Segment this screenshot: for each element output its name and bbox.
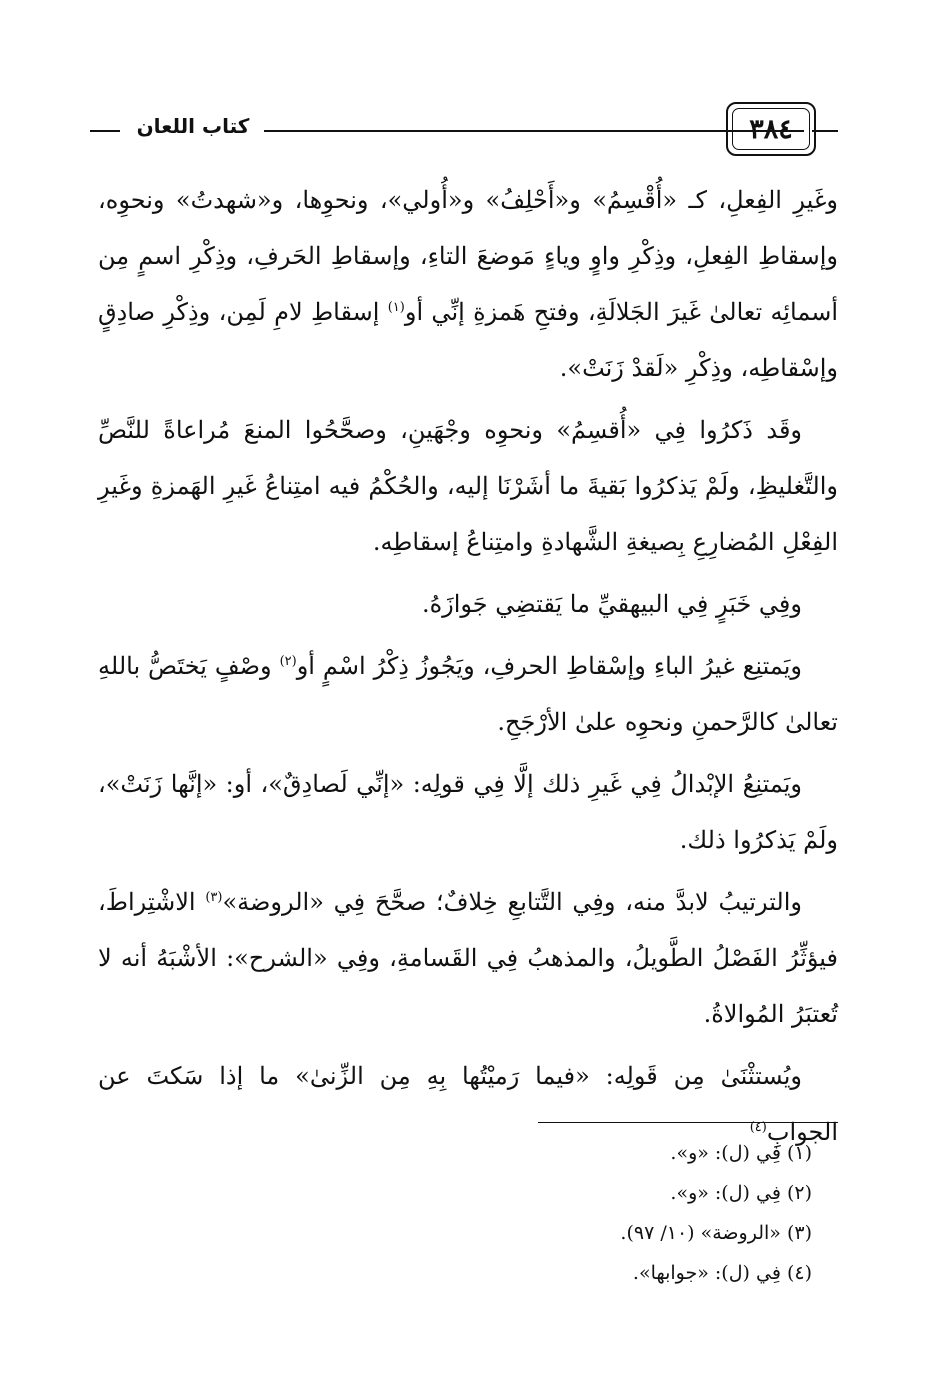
paragraph-text: وفِي خَبَرٍ فِي البيهقيِّ ما يَقتضِي جَوازَهُ. — [421, 590, 802, 618]
footnotes — [212, 1134, 812, 1294]
footnote-marker: (٣) — [205, 890, 223, 905]
paragraph-text: ويُستثْنَىٰ مِن قَولِه: «فيما رَميْتُها بِهِ مِن الزِّنىٰ» ما إذا سَكتَ عن الجوابِ — [98, 1062, 838, 1146]
header-rule-middle — [264, 130, 804, 132]
paragraph-text: والترتيبُ لابدَّ منه، وفِي التَّتابعِ خِلافٌ؛ صحَّحَ فِي «الروضة» — [222, 888, 803, 916]
paragraph-text: الاشْتِراطَ، فيؤثِّرُ الفَصْلُ الطَّويلُ، والمذهبُ فِي القَسامةِ، وفِي «الشرح»: الأشْبَهُ أنه لا تُعتبَرُ المُوالاةُ. — [98, 888, 838, 1028]
paragraph — [98, 756, 838, 868]
footnote: (٤) فِي (ل): «جوابها». — [632, 1262, 812, 1284]
footnote: (٢) فِي (ل): «و». — [670, 1182, 812, 1204]
page-number-frame — [726, 102, 816, 156]
footnote: (٣) «الروضة» (١٠/ ٩٧). — [620, 1222, 812, 1244]
paragraph-text: ويَمتنِع غيرُ الباءِ وإسْقاطِ الحرفِ، ويَجُوزُ ذِكْرُ اسْمٍ أو — [296, 652, 802, 680]
header-rule-left — [90, 130, 120, 132]
footnote: (١) فِي (ل): «و». — [670, 1142, 812, 1164]
footnote-marker: (٢) — [279, 654, 297, 669]
paragraph-text: ويَمتنِعُ الإبْدالُ فِي غَيرِ ذلك إلَّا فِي قولِه: «إنِّي لَصادِقٌ»، أو: «إنَّها زَنَتْ»، ولَمْ يَذكرُوا ذلك. — [98, 770, 838, 854]
main-text — [98, 172, 838, 1166]
paragraph — [98, 874, 838, 1042]
header-rule-right — [812, 130, 838, 132]
paragraph — [98, 576, 838, 632]
footnote-separator — [538, 1122, 838, 1123]
paragraph-text: إسقاطِ لامِ لَمِن، وذِكْرِ صادِقٍ وإسْقاطِه، وذِكْرِ «لَقدْ زَنَتْ». — [98, 298, 838, 382]
paragraph-text: وغَيرِ الفِعلِ، كـ «أُقْسِمُ» و«أَحْلِفُ» و«أُولي»، ونحوِها، و«شهدتُ» ونحوِه، وإسقاطِ الفِعلِ، وذِكْرِ واوٍ وياءٍ مَوضعَ التاءِ، وإسقاطِ الحَرفِ، وذِكْرِ اسمٍ مِن أسمائِه تعالىٰ غَيرَ الجَلالَةِ، وفتحِ هَمزةِ إنِّي أو — [98, 186, 838, 326]
footnote-marker: (١) — [387, 300, 405, 315]
running-title: كتاب اللعان — [136, 114, 250, 138]
paragraph — [98, 172, 838, 396]
page-header — [90, 100, 838, 164]
page-number: ٣٨٤ — [732, 108, 810, 150]
paragraph-text: وقَد ذَكرُوا فِي «أُقسِمُ» ونحوِه وجْهَينِ، وصحَّحُوا المنعَ مُراعاةً للنَّصِّ والتَّغليظِ، ولَمْ يَذكرُوا بَقيةَ ما أشَرْنَا إليه، والحُكْمُ فيه امتِناعُ غَيرِ الهَمزةِ وغَيرِ الفِعْلِ المُضارِعِ بِصيغةِ الشَّهادةِ وامتِناعُ إسقاطِه. — [98, 416, 838, 556]
paragraph-text: وصْفٍ يَختَصُّ باللهِ تعالىٰ كالرَّحمنِ ونحوِه علىٰ الأرْجَحِ. — [98, 652, 838, 736]
footnote-marker: (٤) — [749, 1120, 767, 1135]
paragraph — [98, 402, 838, 570]
paragraph — [98, 638, 838, 750]
